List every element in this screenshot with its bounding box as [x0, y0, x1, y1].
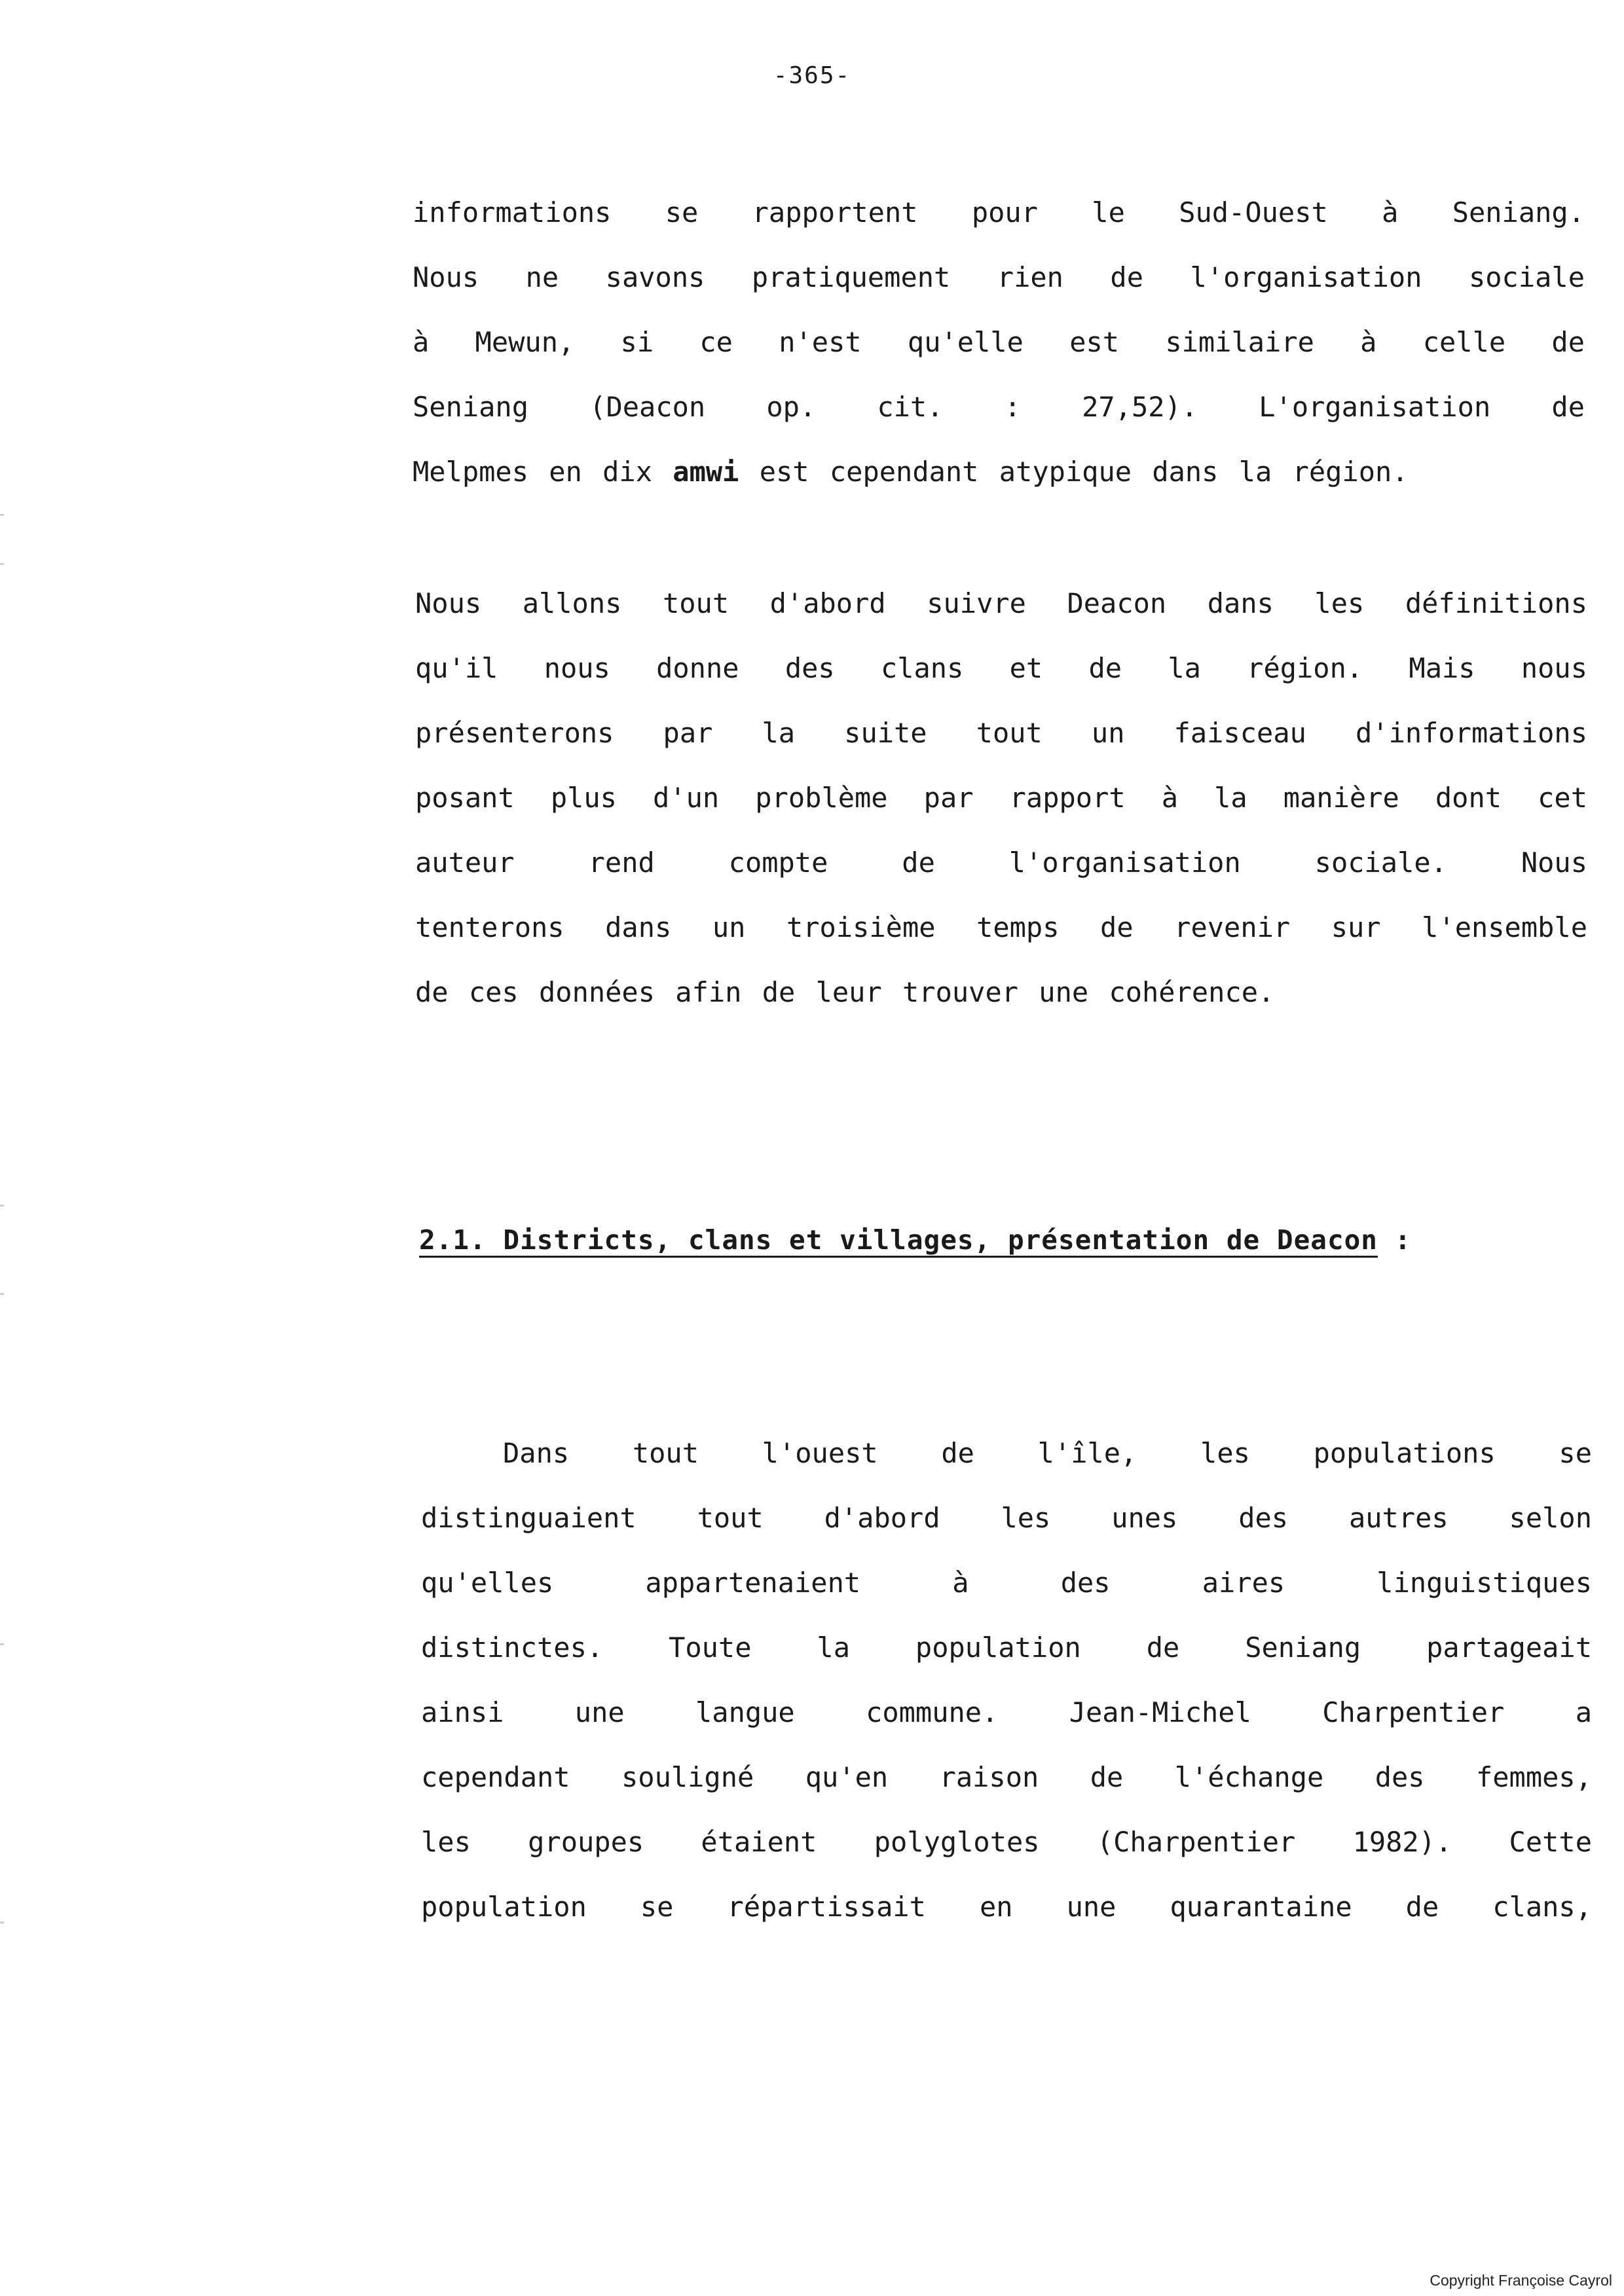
text-line: ainsi une langue commune. Jean-Michel Charpentier a: [421, 1696, 1592, 1728]
scan-mark: [0, 563, 4, 565]
text-fragment: est cependant atypique dans la région.: [739, 456, 1409, 488]
text-line: Dans tout l'ouest de l'île, les populations se: [503, 1437, 1592, 1469]
text-line: Seniang (Deacon op. cit. : 27,52). L'organisation de: [413, 391, 1585, 423]
text-line: à Mewun, si ce n'est qu'elle est similaire à celle de: [413, 326, 1585, 358]
scan-mark: [0, 514, 4, 516]
scan-mark: [0, 1643, 4, 1645]
text-line: cependant souligné qu'en raison de l'échange des femmes,: [421, 1761, 1592, 1793]
paragraph-ouest-ile: [421, 1421, 1592, 1939]
text-line: auteur rend compte de l'organisation sociale. Nous: [415, 847, 1587, 879]
text-line: distinctes. Toute la population de Seniang partageait: [421, 1631, 1592, 1664]
text-line: population se répartissait en une quarantaine de clans,: [421, 1891, 1592, 1923]
section-heading: [419, 1224, 1411, 1256]
text-line: [413, 439, 1585, 504]
scan-mark: [0, 1205, 4, 1207]
paragraph-seniang-informations: [413, 180, 1585, 504]
section-heading-colon: :: [1378, 1224, 1412, 1256]
text-line: Nous allons tout d'abord suivre Deacon dans les définitions: [415, 587, 1587, 619]
text-fragment: Melpmes en dix: [413, 456, 673, 488]
section-heading-title: 2.1. Districts, clans et villages, présentation de Deacon: [419, 1224, 1378, 1256]
text-line: de ces données afin de leur trouver une cohérence.: [415, 976, 1275, 1008]
text-line: informations se rapportent pour le Sud-Ouest à Seniang.: [413, 196, 1585, 228]
text-line: qu'elles appartenaient à des aires linguistiques: [421, 1567, 1592, 1599]
copyright-notice: Copyright Françoise Cayrol: [1430, 2272, 1612, 2289]
bold-term-amwi: amwi: [673, 456, 739, 488]
scan-mark: [0, 1293, 4, 1295]
text-line: posant plus d'un problème par rapport à la manière dont cet: [415, 782, 1587, 814]
scan-mark: [0, 1922, 4, 1923]
text-line: distinguaient tout d'abord les unes des autres selon: [421, 1502, 1592, 1534]
paragraph-plan-deacon: [415, 571, 1587, 1025]
text-line: les groupes étaient polyglotes (Charpentier 1982). Cette: [421, 1826, 1592, 1858]
text-line: Nous ne savons pratiquement rien de l'organisation sociale: [413, 261, 1585, 293]
text-line: présenterons par la suite tout un faisceau d'informations: [415, 717, 1587, 749]
page-number: -365-: [773, 62, 851, 89]
text-line: tenterons dans un troisième temps de revenir sur l'ensemble: [415, 911, 1587, 943]
text-line: qu'il nous donne des clans et de la région. Mais nous: [415, 652, 1587, 684]
